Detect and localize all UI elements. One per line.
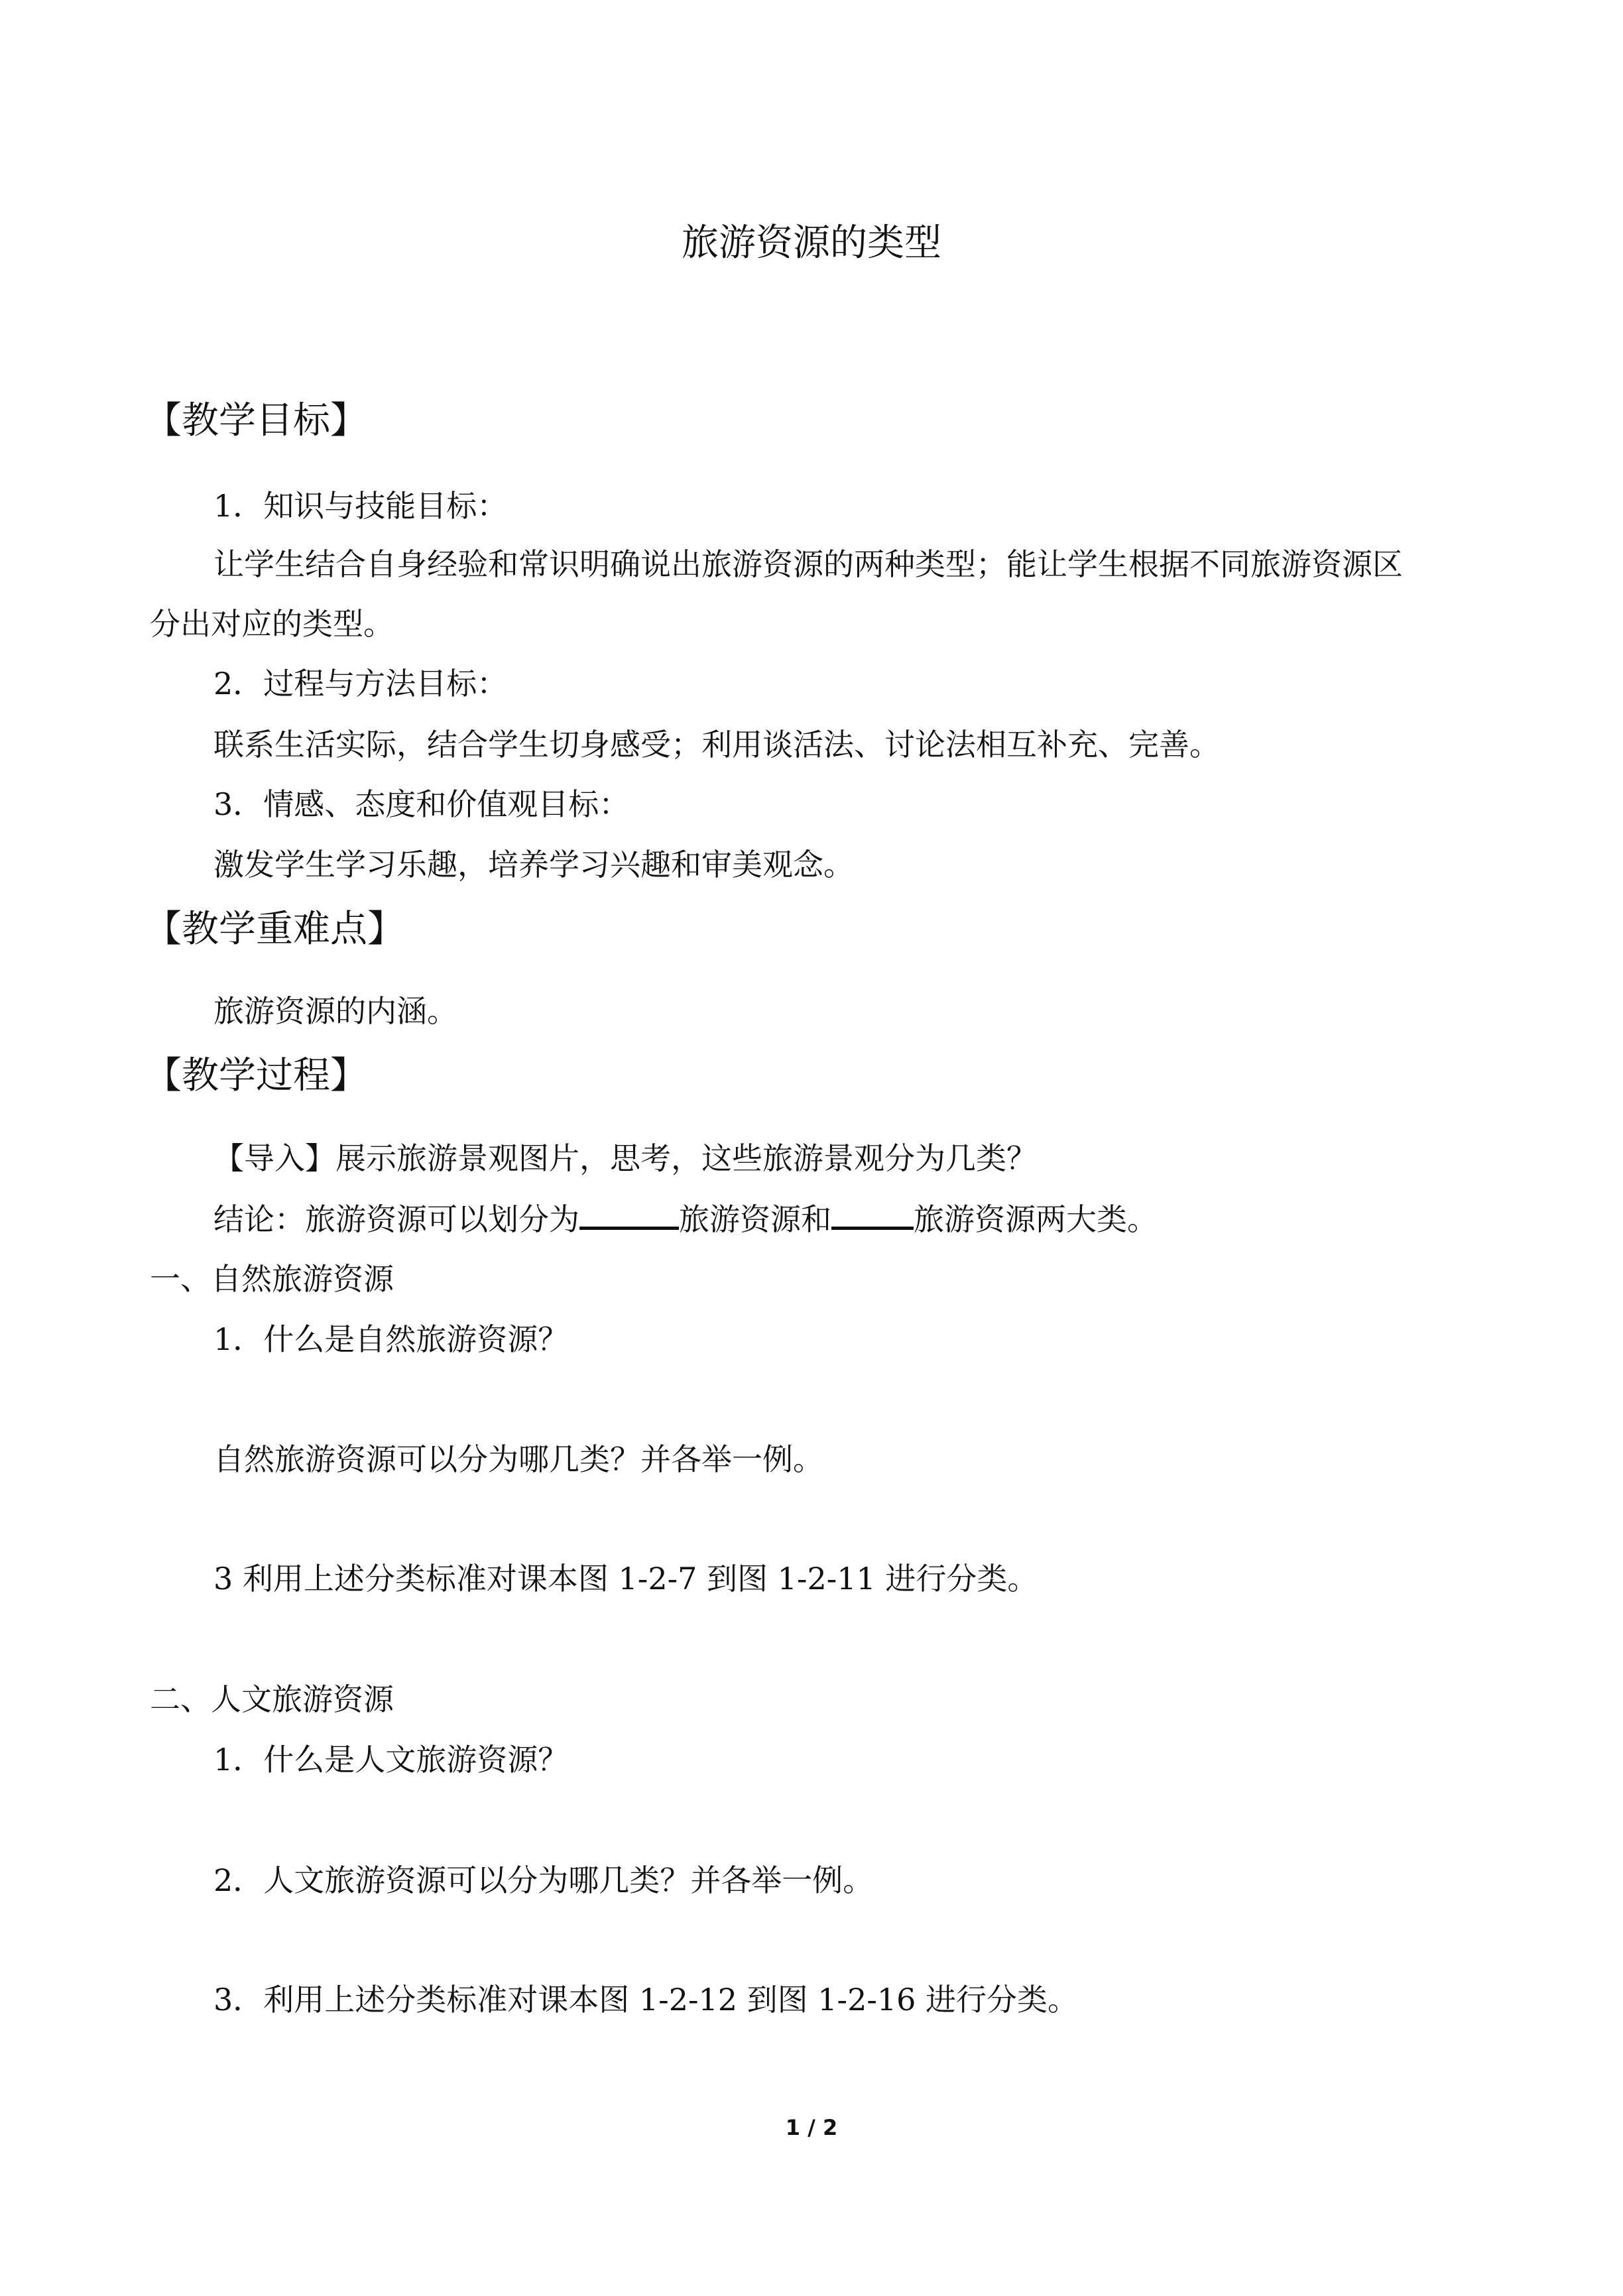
objective-2-label: 2．过程与方法目标：	[213, 666, 508, 701]
cultural-question-3: 3．利用上述分类标准对课本图 1-2-12 到图 1-2-16 进行分类。	[213, 1982, 1079, 2018]
fill-in-blank-1[interactable]	[579, 1196, 679, 1230]
natural-question-2: 自然旅游资源可以分为哪几类？并各举一例。	[213, 1441, 823, 1477]
fill-in-blank-2[interactable]	[831, 1196, 914, 1230]
document-title: 旅游资源的类型	[682, 221, 941, 265]
objective-1-label: 1．知识与技能目标：	[213, 488, 508, 524]
conclusion-text-a: 结论：旅游资源可以划分为	[213, 1201, 579, 1237]
process-heading: 【教学过程】	[145, 1054, 367, 1097]
objective-3-label: 3．情感、态度和价值观目标：	[213, 786, 630, 822]
conclusion-line	[213, 1195, 1158, 1239]
conclusion-text-c: 旅游资源两大类。	[914, 1201, 1158, 1237]
objective-1-text: 让学生结合自身经验和常识明确说出旅游资源的两种类型；能让学生根据不同旅游资源区	[213, 546, 1403, 582]
cultural-resources-heading: 二、人文旅游资源	[150, 1681, 394, 1717]
intro-text: 【导入】展示旅游景观图片，思考，这些旅游景观分为几类？	[213, 1140, 1037, 1176]
objective-3-text: 激发学生学习乐趣，培养学习兴趣和审美观念。	[213, 847, 854, 882]
objective-1-text-cont: 分出对应的类型。	[150, 606, 394, 642]
natural-question-3: 3 利用上述分类标准对课本图 1-2-7 到图 1-2-11 进行分类。	[213, 1561, 1038, 1597]
natural-resources-heading: 一、自然旅游资源	[150, 1261, 394, 1297]
objective-2-text: 联系生活实际，结合学生切身感受；利用谈活法、讨论法相互补充、完善。	[213, 727, 1220, 762]
conclusion-text-b: 旅游资源和	[679, 1201, 831, 1237]
key-points-text: 旅游资源的内涵。	[213, 993, 457, 1029]
cultural-question-2: 2．人文旅游资源可以分为哪几类？并各举一例。	[213, 1862, 874, 1898]
page-number: 1 / 2	[785, 2115, 838, 2140]
objectives-heading: 【教学目标】	[145, 399, 367, 442]
key-points-heading: 【教学重难点】	[145, 908, 404, 951]
natural-question-1: 1．什么是自然旅游资源？	[213, 1321, 569, 1357]
cultural-question-1: 1．什么是人文旅游资源？	[213, 1742, 569, 1778]
